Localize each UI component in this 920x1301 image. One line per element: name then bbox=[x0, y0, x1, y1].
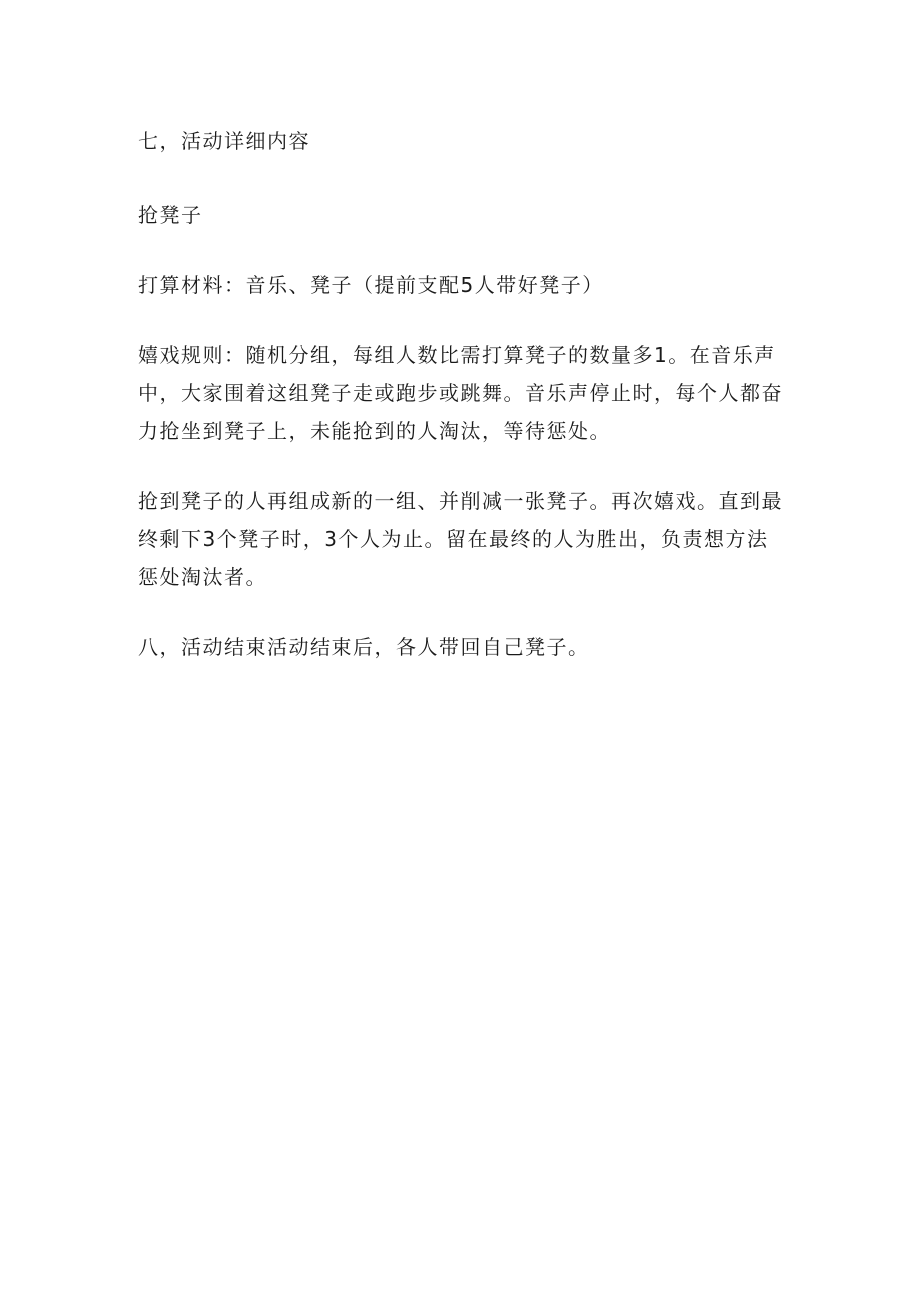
rules-paragraph: 嬉戏规则：随机分组，每组人数比需打算凳子的数量多1。在音乐声中，大家围着这组凳子走或跑步或跳舞。音乐声停止时，每个人都奋力抢坐到凳子上，未能抢到的人淘汰，等待惩处。 bbox=[138, 343, 783, 443]
section-heading-eight: 八，活动结束活动结束后，各人带回自己凳子。 bbox=[138, 635, 590, 659]
continuation-paragraph: 抢到凳子的人再组成新的一组、并削减一张凳子。再次嬉戏。直到最终剩下3个凳子时，3个人为止。留在最终的人为胜出，负责想方法惩处淘汰者。 bbox=[138, 489, 783, 589]
materials-paragraph: 打算材料：音乐、凳子（提前支配5人带好凳子） bbox=[138, 273, 604, 297]
document-body bbox=[138, 122, 786, 666]
section-heading-seven: 七，活动详细内容 bbox=[138, 129, 310, 153]
activity-title: 抢凳子 bbox=[138, 203, 203, 227]
